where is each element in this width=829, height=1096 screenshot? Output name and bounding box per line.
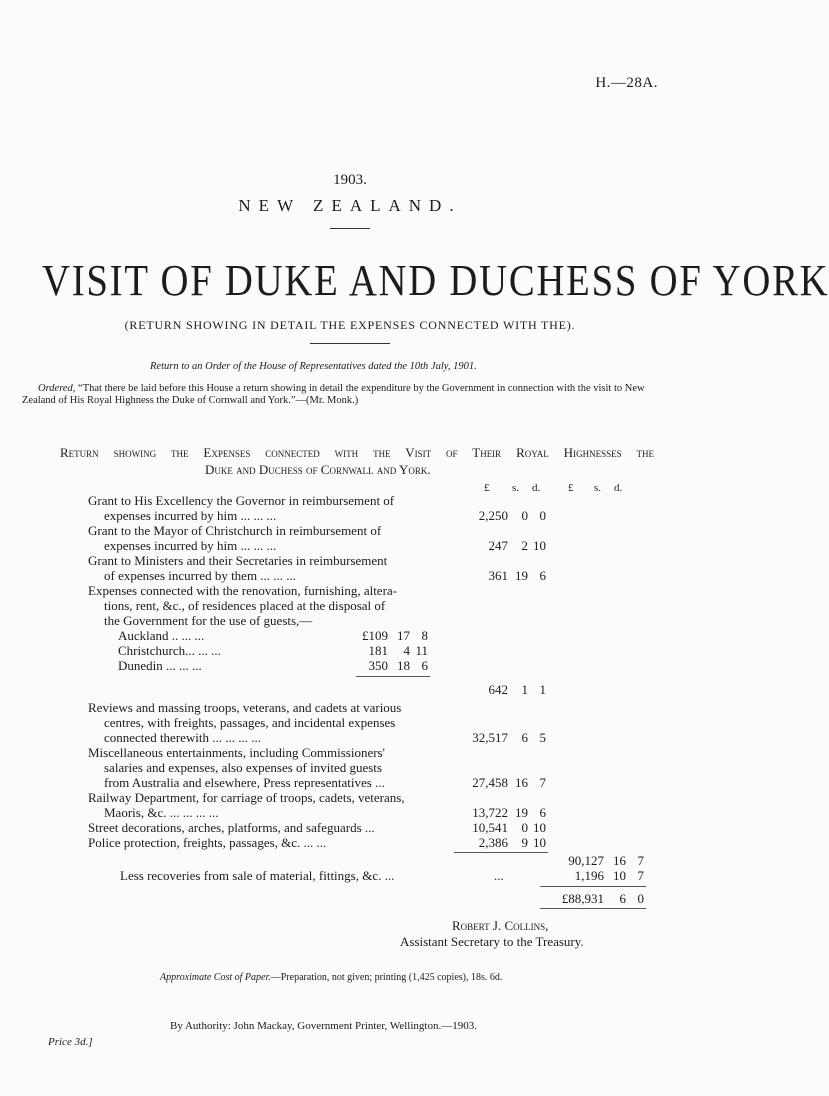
- country-heading: NEW ZEALAND.: [238, 196, 462, 215]
- sub-item-auckland: Auckland .. ... ...: [118, 628, 205, 643]
- cost-of-paper: [160, 972, 502, 983]
- amount-pence: 6: [539, 805, 546, 820]
- page-title: VISIT OF DUKE AND DUCHESS OF YORK: [42, 256, 829, 305]
- ordered-paragraph: [22, 383, 678, 407]
- net-total-shillings: 6: [619, 891, 626, 906]
- sub-amount-shillings: 17: [397, 628, 410, 643]
- sub-amount-shillings: 18: [397, 658, 410, 673]
- sub-amount-pounds: 181: [368, 643, 388, 658]
- amount-shillings: 6: [521, 730, 528, 745]
- item-grant-christchurch-mayor: Grant to the Mayor of Christchurch in reimbursement of expenses incurred by him ... ... ...: [88, 523, 382, 553]
- divider-rule: [310, 343, 390, 344]
- return-title-line-1: Return showing the Expenses connected with the Visit of Their Royal Highnesses the: [60, 445, 654, 460]
- col-header-pence-1: d.: [532, 482, 541, 494]
- gross-total-pounds: 90,127: [568, 853, 604, 868]
- less-recoveries-shillings: 10: [613, 868, 626, 883]
- col-header-shillings-1: s.: [512, 482, 520, 494]
- amount-pence: 10: [533, 835, 546, 850]
- sub-item-dunedin: Dunedin ... ... ...: [118, 658, 202, 673]
- short-rule: [330, 228, 370, 229]
- amount-pounds: 361: [488, 568, 508, 583]
- signature-title: Assistant Secretary to the Treasury.: [400, 934, 584, 949]
- amount-shillings: 0: [521, 508, 528, 523]
- amount-pounds: 2,250: [478, 508, 508, 523]
- amount-pounds: 247: [488, 538, 508, 553]
- amount-shillings: 19: [515, 805, 528, 820]
- document-code: H.—28A.: [595, 75, 658, 91]
- item-police-protection: Police protection, freights, passages, &c. ... ...: [88, 835, 327, 850]
- price-line: Price 3d.]: [48, 1036, 93, 1048]
- sub-amount-pence: 8: [421, 628, 428, 643]
- printer-line: By Authority: John Mackay, Government Printer, Wellington.—1903.: [170, 1020, 477, 1032]
- amount-pence: 7: [539, 775, 546, 790]
- amount-pounds: 32,517: [472, 730, 508, 745]
- item-street-decorations: Street decorations, arches, platforms, and safeguards ...: [88, 820, 375, 835]
- amount-pence: 5: [539, 730, 546, 745]
- document-year: 1903.: [333, 172, 367, 188]
- subtotal-shillings: 1: [521, 682, 528, 697]
- less-recoveries-dots: ...: [494, 868, 504, 883]
- return-title-line-2: Duke and Duchess of Cornwall and York.: [205, 462, 431, 477]
- amount-pounds: 2,386: [478, 835, 508, 850]
- cost-label: Approximate Cost of Paper.: [160, 972, 271, 983]
- amount-pence: 6: [539, 568, 546, 583]
- net-total-rule-bottom: [540, 908, 646, 909]
- net-total-pence: 0: [637, 891, 644, 906]
- amount-shillings: 19: [515, 568, 528, 583]
- sub-amount-pence: 6: [421, 658, 428, 673]
- gross-total-pence: 7: [637, 853, 644, 868]
- col-header-pence-2: d.: [614, 482, 623, 494]
- ordered-text: “That there be laid before this House a return showing in detail the expenditure by the Government in connection with the visit to New Zealand of His Royal Highness the Duke of Cornwall and York.”—(Mr. Monk.): [22, 383, 645, 406]
- amount-shillings: 16: [515, 775, 528, 790]
- signature-name: Robert J. Collins,: [452, 918, 549, 933]
- amount-pence: 10: [533, 538, 546, 553]
- column-total-rule: [454, 852, 548, 853]
- sub-amount-pounds: 350: [368, 658, 388, 673]
- item-reviews-troops: Reviews and massing troops, veterans, and cadets at various centres, with freights, passages, and incidental expenses connected therewith ... ... ... ...: [88, 700, 402, 745]
- sub-item-christchurch: Christchurch... ... ...: [118, 643, 221, 658]
- col-header-shillings-2: s.: [594, 482, 602, 494]
- amount-pounds: 13,722: [472, 805, 508, 820]
- item-grant-governor: Grant to His Excellency the Governor in reimbursement of expenses incurred by him ... ... ...: [88, 493, 395, 523]
- sub-amount-pence: 11: [415, 643, 428, 658]
- amount-pence: 10: [533, 820, 546, 835]
- cost-text: —Preparation, not given; printing (1,425 copies), 18s. 6d.: [270, 972, 503, 983]
- item-miscellaneous-entertainments: Miscellaneous entertainments, including Commissioners' salaries and expenses, also expenses of invited guests from Australia and elsewhere, Press representatives ...: [88, 745, 385, 790]
- item-grant-ministers: Grant to Ministers and their Secretaries in reimbursement of expenses incurred by them ... ... ...: [88, 553, 388, 583]
- less-recoveries-pence: 7: [637, 868, 644, 883]
- subtotal-rule: [356, 676, 430, 677]
- amount-shillings: 2: [521, 538, 528, 553]
- item-railway-department: Railway Department, for carriage of troops, cadets, veterans, Maoris, &c. ... ... ... ...: [88, 790, 405, 820]
- col-header-pounds-1: £: [484, 482, 490, 494]
- net-total-rule-top: [540, 886, 646, 887]
- sub-amount-shillings: 4: [403, 643, 410, 658]
- return-order-line: Return to an Order of the House of Representatives dated the 10th July, 1901.: [150, 361, 477, 372]
- col-header-pounds-2: £: [568, 482, 574, 494]
- amount-shillings: 0: [521, 820, 528, 835]
- ordered-label: Ordered,: [38, 383, 76, 394]
- amount-pounds: 10,541: [472, 820, 508, 835]
- subtotal-pence: 1: [539, 682, 546, 697]
- amount-pounds: 27,458: [472, 775, 508, 790]
- gross-total-shillings: 16: [613, 853, 626, 868]
- less-recoveries-label: Less recoveries from sale of material, fittings, &c. ...: [120, 868, 395, 883]
- page-subtitle: (RETURN SHOWING IN DETAIL THE EXPENSES CONNECTED WITH THE).: [124, 318, 576, 332]
- amount-pence: 0: [539, 508, 546, 523]
- amount-shillings: 9: [521, 835, 528, 850]
- sub-amount-pounds: £109: [362, 628, 388, 643]
- net-total-pounds: £88,931: [561, 891, 604, 906]
- less-recoveries-pounds: 1,196: [574, 868, 604, 883]
- item-residence-expenses: Expenses connected with the renovation, furnishing, altera- tions, rent, &c., of residences placed at the disposal of the Government for the use of guests,—: [88, 583, 398, 628]
- subtotal-pounds: 642: [488, 682, 508, 697]
